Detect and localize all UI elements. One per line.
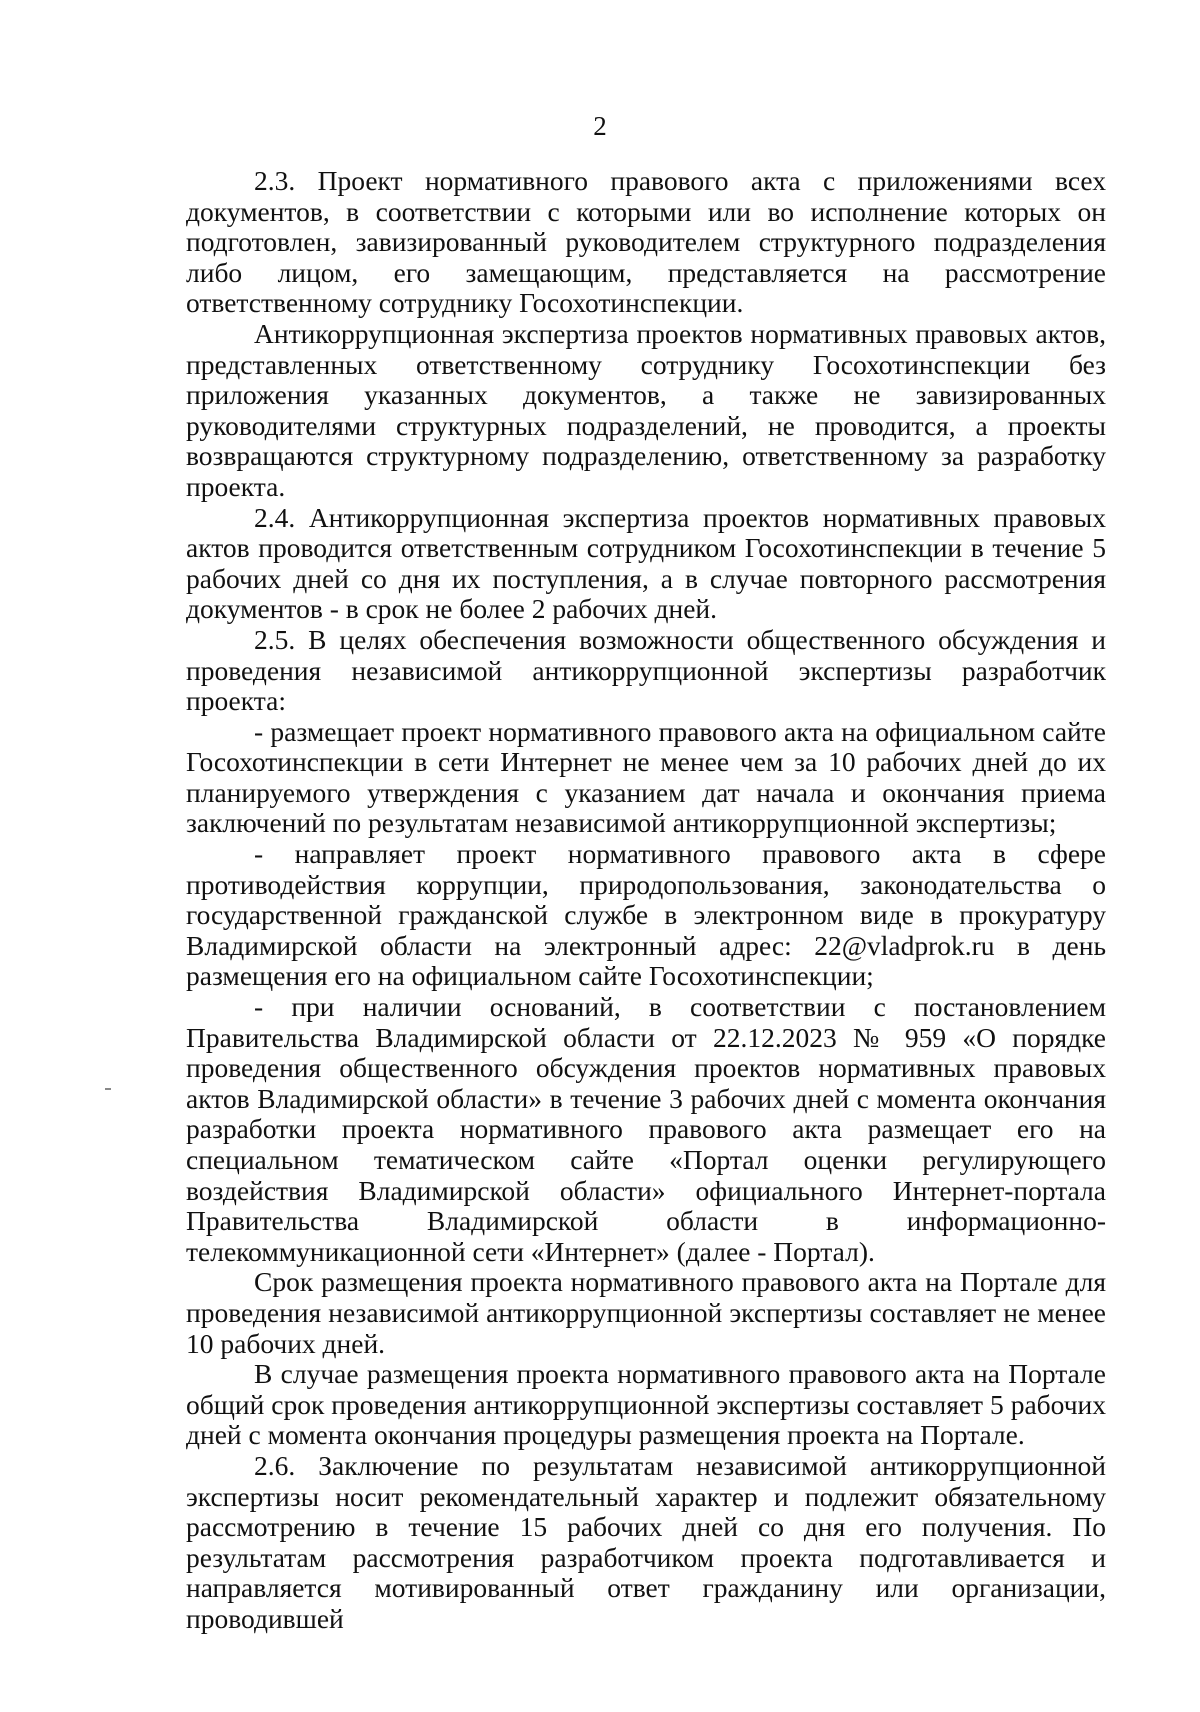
margin-mark [105,1088,111,1090]
paragraph-2-5: 2.5. В целях обеспечения возможности общественного обсуждения и проведения независимой антикоррупционной экспертизы разработчик проекта: [186,623,1106,717]
paragraph-2-3: 2.3. Проект нормативного правового акта с приложениями всех документов, в соответствии с которыми или во исполнение которых он подготовлен, завизированный руководителем структурного подразделения либо лицом, его замещающим, представляется на рассмотрение ответственному сотруднику Госохотинспекции. [186,165,1106,319]
paragraph-portal-term: Срок размещения проекта нормативного правового акта на Портале для проведения независимой антикоррупционной экспертизы составляет не менее 10 рабочих дней. [186,1266,1106,1359]
paragraph-2-4: 2.4. Антикоррупционная экспертиза проектов нормативных правовых актов проводится ответственным сотрудником Госохотинспекции в течение 5 рабочих дней со дня их поступления, а в случае повторного рассмотрения документов - в срок не более 2 рабочих дней. [186,501,1106,625]
paragraph-total-term: В случае размещения проекта нормативного правового акта на Портале общий срок проведения антикоррупционной экспертизы составляет 5 рабочих дней с момента окончания процедуры размещения проекта на Портале. [186,1358,1106,1451]
list-item-send-prosecutor: - направляет проект нормативного правового акта в сфере противодействия коррупции, природопользования, законодательства о государственной гражданской службе в электронном виде в прокуратуру Владимирской области на электронный адрес: 22@vladprok.ru в день размещения его на официальном сайте Госохотинспекции; [186,838,1106,992]
list-item-publish-site: - размещает проект нормативного правового акта на официальном сайте Госохотинспекции в сети Интернет не менее чем за 10 рабочих дней до их планируемого утверждения с указанием дат начала и окончания приема заключений по результатам независимой антикоррупционной экспертизы; [186,715,1106,839]
paragraph-2-6: 2.6. Заключение по результатам независимой антикоррупционной экспертизы носит рекомендательный характер и подлежит обязательному рассмотрению в течение 15 рабочих дней со дня его получения. По результатам рассмотрения разработчиком проекта подготавливается и направляется мотивированный ответ гражданину или организации, проводившей [186,1449,1106,1634]
document-body [186,166,1106,1635]
list-item-publish-portal: - при наличии оснований, в соответствии с постановлением Правительства Владимирской области от 22.12.2023 № 959 «О порядке проведения общественного обсуждения проектов нормативных правовых актов Владимирской области» в течение 3 рабочих дней с момента окончания разработки проекта нормативного правового акта размещает его на специальном тематическом сайте «Портал оценки регулирующего воздействия Владимирской области» официального Интернет-портала Правительства Владимирской области в информационно-телекоммуникационной сети «Интернет» (далее - Портал). [186,991,1106,1267]
page-number: 2 [593,111,607,141]
paragraph-anticorruption-return: Антикоррупционная экспертиза проектов нормативных правовых актов, представленных ответственному сотруднику Госохотинспекции без приложения указанных документов, а также не завизированных руководителями структурных подразделений, не проводится, а проекты возвращаются структурному подразделению, ответственному за разработку проекта. [186,317,1106,502]
